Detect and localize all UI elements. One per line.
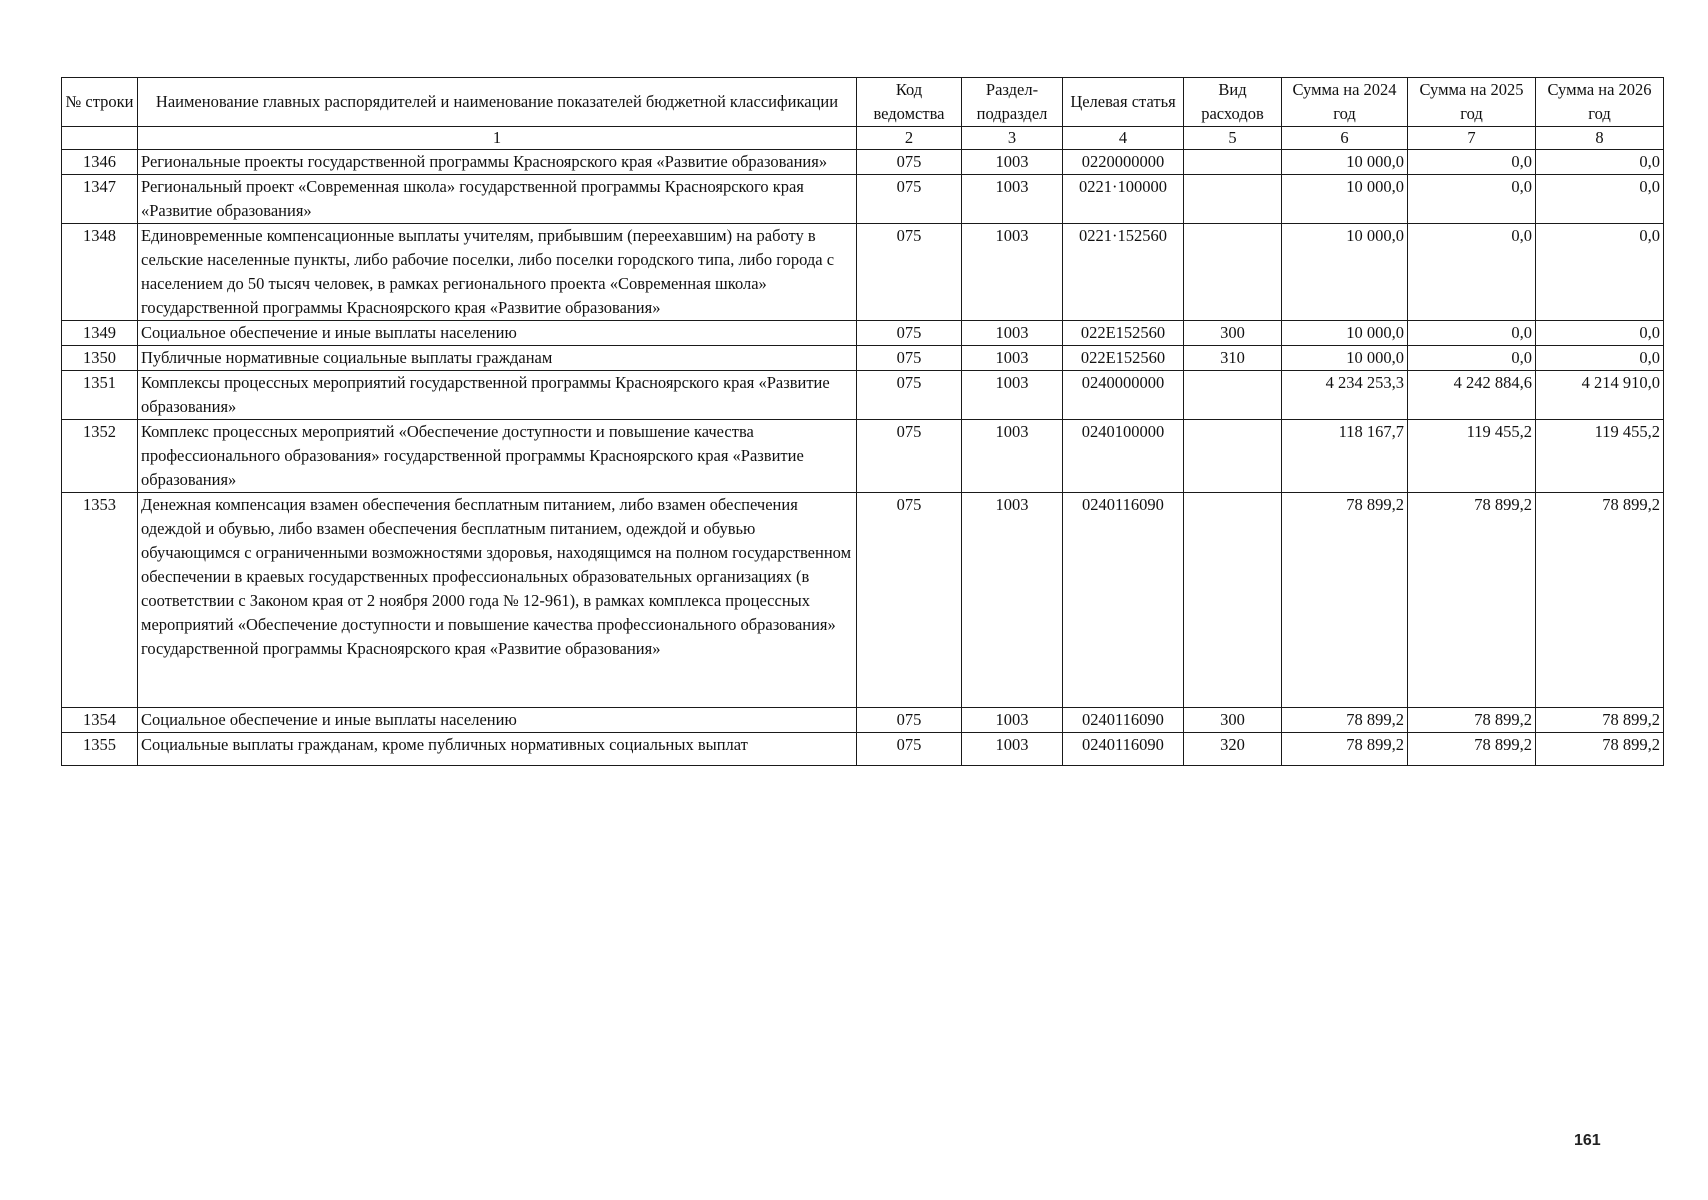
row-sum-2024: 78 899,2 (1282, 733, 1408, 766)
header-name: Наименование главных распорядителей и наименование показателей бюджетной классификации (138, 78, 857, 127)
row-section: 1003 (962, 321, 1063, 346)
row-section: 1003 (962, 493, 1063, 708)
table-row (62, 371, 1664, 420)
budget-table (61, 77, 1664, 766)
row-sum-2025: 78 899,2 (1408, 708, 1536, 733)
column-number-row (62, 127, 1664, 150)
row-number: 1349 (62, 321, 138, 346)
row-expense-type: 300 (1184, 708, 1282, 733)
row-sum-2024: 4 234 253,3 (1282, 371, 1408, 420)
row-dept-code: 075 (857, 321, 962, 346)
row-section: 1003 (962, 420, 1063, 493)
page-number: 161 (1574, 1132, 1601, 1149)
row-sum-2026: 0,0 (1536, 346, 1664, 371)
row-sum-2026: 0,0 (1536, 175, 1664, 224)
row-section: 1003 (962, 371, 1063, 420)
header-dept-code: Код ведомства (857, 78, 962, 127)
row-section: 1003 (962, 224, 1063, 321)
row-expense-type (1184, 420, 1282, 493)
row-expense-type: 300 (1184, 321, 1282, 346)
table-row (62, 708, 1664, 733)
row-dept-code: 075 (857, 708, 962, 733)
row-sum-2026: 119 455,2 (1536, 420, 1664, 493)
row-expense-type (1184, 493, 1282, 708)
row-name: Комплексы процессных мероприятий государственной программы Красноярского края «Развитие образования» (138, 371, 857, 420)
row-number: 1353 (62, 493, 138, 708)
row-number: 1348 (62, 224, 138, 321)
header-expense-type: Вид расходов (1184, 78, 1282, 127)
row-number: 1354 (62, 708, 138, 733)
row-number: 1351 (62, 371, 138, 420)
row-sum-2025: 4 242 884,6 (1408, 371, 1536, 420)
header-row-num: № строки (62, 78, 138, 127)
table-row (62, 493, 1664, 708)
row-dept-code: 075 (857, 420, 962, 493)
row-sum-2026: 0,0 (1536, 224, 1664, 321)
row-dept-code: 075 (857, 371, 962, 420)
row-name: Социальное обеспечение и иные выплаты населению (138, 708, 857, 733)
row-dept-code: 075 (857, 733, 962, 766)
row-sum-2024: 118 167,7 (1282, 420, 1408, 493)
row-target: 022Е152560 (1063, 321, 1184, 346)
row-sum-2025: 78 899,2 (1408, 493, 1536, 708)
table-row (62, 224, 1664, 321)
header-section: Раздел-подраздел (962, 78, 1063, 127)
row-expense-type (1184, 224, 1282, 321)
row-section: 1003 (962, 708, 1063, 733)
row-sum-2025: 0,0 (1408, 224, 1536, 321)
row-sum-2026: 0,0 (1536, 321, 1664, 346)
column-number: 4 (1063, 127, 1184, 150)
row-sum-2024: 78 899,2 (1282, 708, 1408, 733)
row-sum-2024: 10 000,0 (1282, 150, 1408, 175)
row-sum-2026: 78 899,2 (1536, 493, 1664, 708)
column-number: 2 (857, 127, 962, 150)
row-dept-code: 075 (857, 346, 962, 371)
row-sum-2024: 10 000,0 (1282, 224, 1408, 321)
header-target: Целевая статья (1063, 78, 1184, 127)
header-sum-2025: Сумма на 2025 год (1408, 78, 1536, 127)
column-number-blank (62, 127, 138, 150)
row-target: 0220000000 (1063, 150, 1184, 175)
row-sum-2024: 78 899,2 (1282, 493, 1408, 708)
header-sum-2026: Сумма на 2026 год (1536, 78, 1664, 127)
column-number: 6 (1282, 127, 1408, 150)
row-target: 0240000000 (1063, 371, 1184, 420)
row-sum-2025: 0,0 (1408, 346, 1536, 371)
row-number: 1352 (62, 420, 138, 493)
row-section: 1003 (962, 150, 1063, 175)
row-name: Социальное обеспечение и иные выплаты населению (138, 321, 857, 346)
table-row (62, 175, 1664, 224)
row-sum-2024: 10 000,0 (1282, 346, 1408, 371)
row-expense-type: 310 (1184, 346, 1282, 371)
row-dept-code: 075 (857, 493, 962, 708)
row-sum-2026: 78 899,2 (1536, 708, 1664, 733)
row-dept-code: 075 (857, 150, 962, 175)
table-row (62, 150, 1664, 175)
row-sum-2024: 10 000,0 (1282, 321, 1408, 346)
row-name: Комплекс процессных мероприятий «Обеспечение доступности и повышение качества профессионального образования» государственной программы Красноярского края «Развитие образования» (138, 420, 857, 493)
column-number: 7 (1408, 127, 1536, 150)
row-name: Социальные выплаты гражданам, кроме публичных нормативных социальных выплат (138, 733, 857, 766)
row-sum-2026: 0,0 (1536, 150, 1664, 175)
row-section: 1003 (962, 175, 1063, 224)
table-row (62, 420, 1664, 493)
row-name: Региональный проект «Современная школа» государственной программы Красноярского края «Развитие образования» (138, 175, 857, 224)
table-row (62, 346, 1664, 371)
row-dept-code: 075 (857, 175, 962, 224)
row-sum-2025: 78 899,2 (1408, 733, 1536, 766)
row-target: 0240100000 (1063, 420, 1184, 493)
column-number: 8 (1536, 127, 1664, 150)
row-target: 0240116090 (1063, 493, 1184, 708)
row-name: Региональные проекты государственной программы Красноярского края «Развитие образования» (138, 150, 857, 175)
column-number: 1 (138, 127, 857, 150)
row-expense-type (1184, 150, 1282, 175)
row-name: Единовременные компенсационные выплаты учителям, прибывшим (переехавшим) на работу в сельские населенные пункты, либо рабочие поселки, либо поселки городского типа, либо города с населением до 50 тысяч человек, в рамках регионального проекта «Современная школа» государственной программы Красноярского края «Развитие образования» (138, 224, 857, 321)
table-row (62, 733, 1664, 766)
row-target: 0240116090 (1063, 708, 1184, 733)
header-sum-2024: Сумма на 2024 год (1282, 78, 1408, 127)
column-number: 3 (962, 127, 1063, 150)
header-row (62, 78, 1664, 127)
row-sum-2024: 10 000,0 (1282, 175, 1408, 224)
row-sum-2025: 0,0 (1408, 175, 1536, 224)
row-number: 1347 (62, 175, 138, 224)
row-sum-2025: 0,0 (1408, 150, 1536, 175)
row-expense-type: 320 (1184, 733, 1282, 766)
row-number: 1355 (62, 733, 138, 766)
row-number: 1350 (62, 346, 138, 371)
row-dept-code: 075 (857, 224, 962, 321)
row-expense-type (1184, 371, 1282, 420)
row-sum-2025: 0,0 (1408, 321, 1536, 346)
row-target: 0240116090 (1063, 733, 1184, 766)
row-sum-2026: 78 899,2 (1536, 733, 1664, 766)
row-target: 022Е152560 (1063, 346, 1184, 371)
row-sum-2025: 119 455,2 (1408, 420, 1536, 493)
row-target: 0221·100000 (1063, 175, 1184, 224)
row-section: 1003 (962, 733, 1063, 766)
column-number: 5 (1184, 127, 1282, 150)
row-name: Публичные нормативные социальные выплаты гражданам (138, 346, 857, 371)
row-number: 1346 (62, 150, 138, 175)
row-section: 1003 (962, 346, 1063, 371)
table-row (62, 321, 1664, 346)
row-name: Денежная компенсация взамен обеспечения бесплатным питанием, либо взамен обеспечения одеждой и обувью, либо взамен обеспечения бесплатным питанием, одеждой и обувью обучающимся с ограниченными возможностями здоровья, находящимся на полном государственном обеспечении в краевых государственных профессиональных образовательных организациях (в соответствии с Законом края от 2 ноября 2000 года № 12-961), в рамках комплекса процессных мероприятий «Обеспечение доступности и повышение качества профессионального образования» государственной программы Красноярского края «Развитие образования» (138, 493, 857, 708)
row-target: 0221·152560 (1063, 224, 1184, 321)
row-sum-2026: 4 214 910,0 (1536, 371, 1664, 420)
row-expense-type (1184, 175, 1282, 224)
